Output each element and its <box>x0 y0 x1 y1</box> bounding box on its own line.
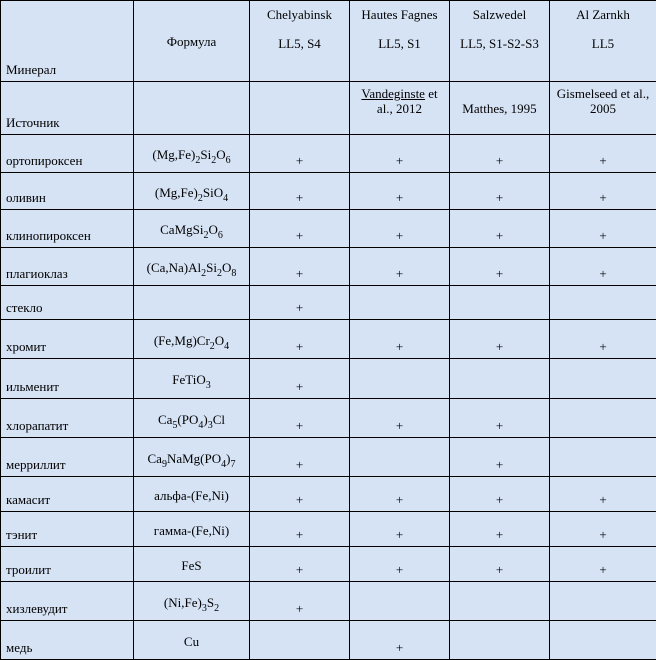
presence-cell <box>550 621 656 660</box>
formula-cell: $(Mg,Fe)_2SiO_4$ <box>134 173 250 210</box>
meteorite-name: Al Zarnkh <box>576 7 630 22</box>
presence-cell: + <box>350 547 450 582</box>
formula-cell: $Ca_9NaMg(PO_4)_7$ <box>134 438 250 477</box>
presence-cell <box>350 582 450 621</box>
presence-cell: + <box>550 210 656 248</box>
presence-cell: + <box>350 173 450 210</box>
formula-cell: $CaMgSi_2O_6$ <box>134 210 250 248</box>
mineral-cell: клинопироксен <box>1 210 134 248</box>
header-row <box>1 1 656 82</box>
table-row <box>1 477 656 512</box>
formula-column-header: Формула <box>134 1 250 82</box>
presence-cell <box>550 286 656 320</box>
presence-cell: + <box>450 399 550 438</box>
meteorite-header-hautes-fagnes <box>350 1 450 82</box>
mineral-cell: плагиоклаз <box>1 248 134 286</box>
presence-cell: + <box>550 248 656 286</box>
formula-cell: $(Ni,Fe)_3S_2$ <box>134 582 250 621</box>
meteorite-name: Chelyabinsk <box>267 7 332 22</box>
presence-cell <box>350 359 450 399</box>
presence-cell: + <box>550 547 656 582</box>
presence-cell: + <box>550 320 656 359</box>
mineral-cell: стекло <box>1 286 134 320</box>
mineral-cell: ортопироксен <box>1 135 134 173</box>
presence-cell: + <box>350 399 450 438</box>
source-chelyabinsk <box>250 82 350 135</box>
mineral-cell: ильменит <box>1 359 134 399</box>
presence-cell: + <box>250 248 350 286</box>
source-hautes-fagnes <box>350 82 450 135</box>
table-row <box>1 621 656 660</box>
presence-cell: + <box>450 547 550 582</box>
presence-cell: + <box>350 210 450 248</box>
source-text: Matthes, 1995 <box>462 101 536 116</box>
meteorite-class: LL5 <box>553 36 653 51</box>
source-al-zarnkh <box>550 82 656 135</box>
presence-cell: + <box>350 135 450 173</box>
presence-cell: + <box>350 320 450 359</box>
table-row <box>1 438 656 477</box>
source-text: et al., 2012 <box>377 86 438 116</box>
mineral-cell: троилит <box>1 547 134 582</box>
table-row <box>1 248 656 286</box>
source-salzwedel <box>450 82 550 135</box>
table-row <box>1 359 656 399</box>
mineral-cell: хлорапатит <box>1 399 134 438</box>
source-formula-cell <box>134 82 250 135</box>
presence-cell <box>350 438 450 477</box>
presence-cell <box>450 621 550 660</box>
mineral-cell: хизлевудит <box>1 582 134 621</box>
presence-cell: + <box>250 359 350 399</box>
presence-cell: + <box>250 135 350 173</box>
formula-cell: Cu <box>134 621 250 660</box>
presence-cell: + <box>450 135 550 173</box>
presence-cell <box>450 359 550 399</box>
mineral-cell: тэнит <box>1 512 134 547</box>
meteorite-name: Hautes Fagnes <box>361 7 437 22</box>
presence-cell: + <box>250 547 350 582</box>
presence-cell: + <box>250 210 350 248</box>
presence-cell: + <box>250 320 350 359</box>
presence-cell <box>550 438 656 477</box>
table-row <box>1 547 656 582</box>
table-row <box>1 512 656 547</box>
presence-cell: + <box>350 248 450 286</box>
formula-cell: $(Fe,Mg)Cr_2O_4$ <box>134 320 250 359</box>
table-row <box>1 135 656 173</box>
table-row <box>1 399 656 438</box>
presence-cell <box>550 582 656 621</box>
presence-cell: + <box>450 248 550 286</box>
presence-cell: + <box>250 477 350 512</box>
presence-cell: + <box>450 173 550 210</box>
meteorite-header-salzwedel <box>450 1 550 82</box>
presence-cell <box>450 582 550 621</box>
presence-cell: + <box>250 438 350 477</box>
source-label: Источник <box>1 82 134 135</box>
presence-cell <box>350 286 450 320</box>
presence-cell <box>450 286 550 320</box>
presence-cell: + <box>250 512 350 547</box>
presence-cell: + <box>250 582 350 621</box>
table-row <box>1 582 656 621</box>
presence-cell: + <box>350 621 450 660</box>
formula-cell: альфа-(Fe,Ni) <box>134 477 250 512</box>
formula-cell: $(Ca,Na)Al_2Si_2O_8$ <box>134 248 250 286</box>
mineral-cell: камасит <box>1 477 134 512</box>
presence-cell <box>250 621 350 660</box>
presence-cell: + <box>250 286 350 320</box>
presence-cell: + <box>250 173 350 210</box>
mineral-column-header: Минерал <box>1 1 134 82</box>
presence-cell <box>550 359 656 399</box>
source-row <box>1 82 656 135</box>
meteorite-class: LL5, S4 <box>253 36 346 51</box>
presence-cell: + <box>550 477 656 512</box>
formula-cell <box>134 286 250 320</box>
source-link[interactable]: Vandeginste <box>361 86 425 101</box>
source-text: Gismelseed et al., 2005 <box>557 86 649 116</box>
table-row <box>1 210 656 248</box>
table-row <box>1 173 656 210</box>
meteorite-class: LL5, S1-S2-S3 <box>453 36 546 51</box>
presence-cell <box>550 399 656 438</box>
table-row <box>1 286 656 320</box>
presence-cell: + <box>450 512 550 547</box>
formula-cell: $Ca_5(PO_4)_3Cl$ <box>134 399 250 438</box>
presence-cell: + <box>250 399 350 438</box>
meteorite-header-chelyabinsk <box>250 1 350 82</box>
presence-cell: + <box>450 320 550 359</box>
presence-cell: + <box>550 135 656 173</box>
table-row <box>1 320 656 359</box>
formula-cell: гамма-(Fe,Ni) <box>134 512 250 547</box>
formula-cell: FeS <box>134 547 250 582</box>
mineral-cell: хромит <box>1 320 134 359</box>
presence-cell: + <box>550 512 656 547</box>
presence-cell: + <box>350 477 450 512</box>
formula-cell: $(Mg,Fe)_2Si_2O_6$ <box>134 135 250 173</box>
meteorite-header-al-zarnkh <box>550 1 656 82</box>
presence-cell: + <box>550 173 656 210</box>
presence-cell: + <box>450 210 550 248</box>
meteorite-name: Salzwedel <box>473 7 526 22</box>
mineral-cell: медь <box>1 621 134 660</box>
formula-cell: FeTiO$_3$ <box>134 359 250 399</box>
mineral-cell: мерриллит <box>1 438 134 477</box>
meteorite-class: LL5, S1 <box>353 36 446 51</box>
presence-cell: + <box>450 477 550 512</box>
presence-cell: + <box>450 438 550 477</box>
mineral-cell: оливин <box>1 173 134 210</box>
presence-cell: + <box>350 512 450 547</box>
